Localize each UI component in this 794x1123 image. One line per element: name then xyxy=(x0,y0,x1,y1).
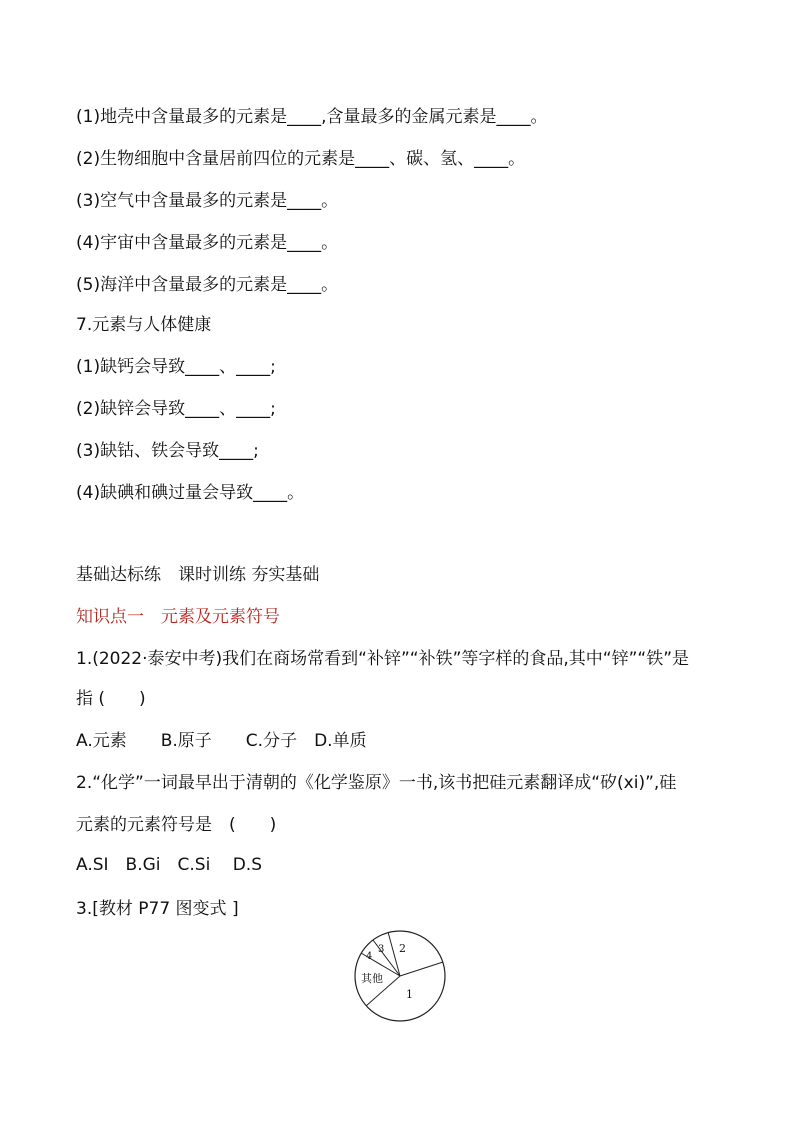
health-question-1: (1)缺钙会导致____、____; xyxy=(76,357,276,377)
knowledge-point-title: 知识点一 元素及元素符号 xyxy=(76,607,280,627)
question-3-title: 3.[教材 P77 图变式 ] xyxy=(76,899,239,919)
question-2-line-2: 元素的元素符号是 ( ) xyxy=(76,815,277,835)
pie-divider-1-2 xyxy=(400,962,443,976)
health-question-3: (3)缺钴、铁会导致____; xyxy=(76,441,259,461)
health-title: 7.元素与人体健康 xyxy=(76,315,212,335)
pie-label-3: 3 xyxy=(378,944,385,955)
pie-label-4: 4 xyxy=(366,951,373,962)
question-2-options: A.SI B.Gi C.Si D.S xyxy=(76,855,262,875)
pie-label-2: 2 xyxy=(399,942,406,955)
earth-question-5: (5)海洋中含量最多的元素是____。 xyxy=(76,275,339,295)
question-1-line-1: 1.(2022·泰安中考)我们在商场常看到“补锌”“补铁”等字样的食品,其中“锌”“铁”是 xyxy=(76,649,690,669)
question-2-line-1: 2.“化学”一词最早出于清朝的《化学鉴原》一书,该书把硅元素翻译成“矽(xi)”,硅 xyxy=(76,773,677,793)
health-question-4: (4)缺碘和碘过量会导致____。 xyxy=(76,483,305,503)
earth-question-3: (3)空气中含量最多的元素是____。 xyxy=(76,191,339,211)
practice-header: 基础达标练 课时训练 夯实基础 xyxy=(76,565,320,585)
question-1-line-2: 指 ( ) xyxy=(76,689,146,709)
earth-question-2: (2)生物细胞中含量居前四位的元素是____、碳、氢、____。 xyxy=(76,149,526,169)
question-1-options: A.元素 B.原子 C.分子 D.单质 xyxy=(76,731,367,751)
pie-label-1: 1 xyxy=(406,988,413,1001)
health-question-2: (2)缺锌会导致____、____; xyxy=(76,399,276,419)
earth-question-1: (1)地壳中含量最多的元素是____,含量最多的金属元素是____。 xyxy=(76,107,548,127)
earth-question-4: (4)宇宙中含量最多的元素是____。 xyxy=(76,233,339,253)
element-pie-chart xyxy=(352,928,448,1024)
pie-label-other: 其他 xyxy=(361,972,383,985)
